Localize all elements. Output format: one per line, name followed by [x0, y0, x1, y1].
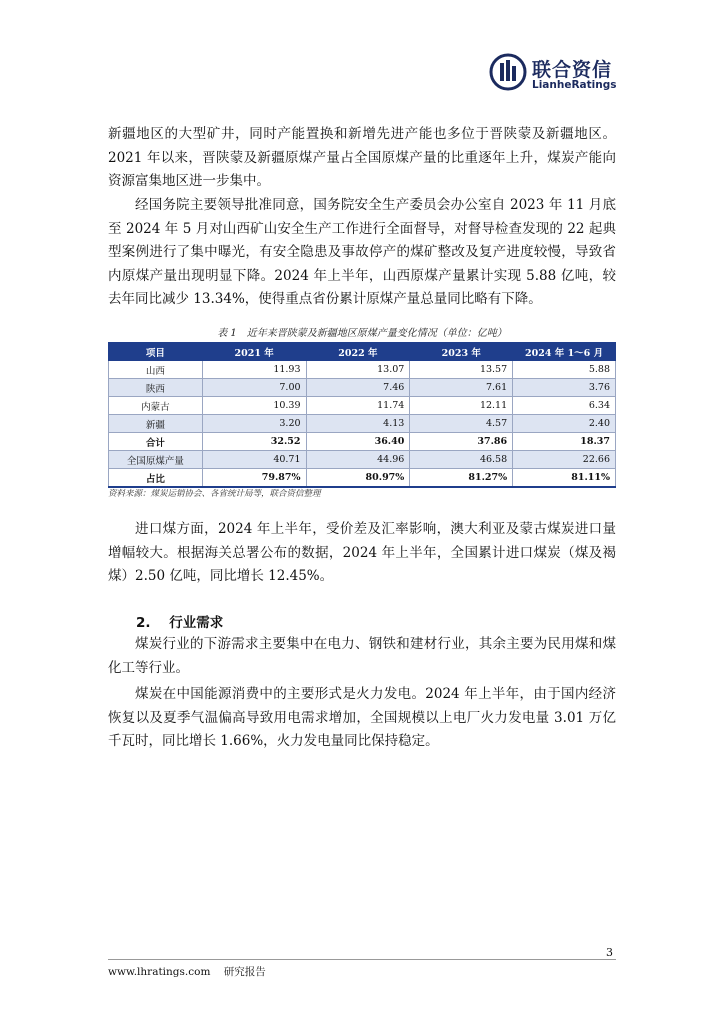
section-number: 2. — [136, 615, 151, 631]
lianhe-logo-icon — [489, 53, 527, 91]
row-label: 陕西 — [109, 379, 203, 397]
logo-name-en: LianheRatings — [532, 79, 617, 91]
table-row — [109, 379, 616, 397]
table-cell: 3.76 — [513, 379, 616, 397]
table-cell: 44.96 — [306, 451, 410, 469]
footer-website-link[interactable]: www.lhratings.com — [108, 966, 211, 978]
paragraph-text: 经国务院主要领导批准同意，国务院安全生产委员会办公室自 2023 年 11 月底至 2024 年 5 月对山西矿山安全生产工作进行全面督导，对督导检查发现的 22 起典型案例进行了集中曝光，有安全隐患及事故停产的煤矿整改及复产进度较慢，导致省内原煤产量出现明显下降。2024 年上半年，山西原煤产量累计实现 5.88 亿吨，较去年同比减少 13.34%，使得重点省份累计原煤产量总量同比略有下降。 — [108, 197, 616, 307]
paragraph-text: 煤炭在中国能源消费中的主要形式是火力发电。2024 年上半年，由于国内经济恢复以及夏季气温偏高导致用电需求增加，全国规模以上电厂火力发电量 3.01 万亿千瓦时，同比增长 1.66%，火力发电量同比保持稳定。 — [108, 686, 616, 749]
column-header: 项目 — [109, 343, 203, 361]
table-row-total — [109, 433, 616, 451]
row-label: 全国原煤产量 — [109, 451, 203, 469]
footer-label: 研究报告 — [223, 966, 266, 978]
row-label: 内蒙古 — [109, 397, 203, 415]
table-cell: 4.13 — [306, 415, 410, 433]
table-cell: 7.00 — [202, 379, 306, 397]
table-row-share — [109, 469, 616, 488]
page-number: 3 — [606, 946, 613, 959]
footer-divider — [108, 959, 616, 960]
table-cell: 81.27% — [410, 469, 513, 488]
table-cell: 10.39 — [202, 397, 306, 415]
paragraph-shanxi-inspection — [108, 194, 616, 312]
column-header: 2021 年 — [202, 343, 306, 361]
paragraph-downstream-demand — [108, 633, 616, 680]
column-header: 2022 年 — [306, 343, 410, 361]
page-footer — [108, 964, 276, 979]
table-cell: 80.97% — [306, 469, 410, 488]
table-cell: 37.86 — [410, 433, 513, 451]
table-cell: 32.52 — [202, 433, 306, 451]
table-cell: 81.11% — [513, 469, 616, 488]
coal-production-table — [108, 342, 616, 488]
section-title: 行业需求 — [169, 615, 224, 631]
paragraph-thermal-power — [108, 683, 616, 754]
table-cell: 36.40 — [306, 433, 410, 451]
table-cell: 40.71 — [202, 451, 306, 469]
table-cell: 4.57 — [410, 415, 513, 433]
row-label: 占比 — [109, 469, 203, 488]
section-heading — [136, 611, 223, 631]
table-caption: 表 1 近年来晋陕蒙及新疆地区原煤产量变化情况（单位：亿吨） — [217, 328, 507, 339]
table-cell: 3.20 — [202, 415, 306, 433]
column-header: 2023 年 — [410, 343, 513, 361]
table-cell: 7.46 — [306, 379, 410, 397]
table-cell: 13.57 — [410, 361, 513, 379]
table-cell: 18.37 — [513, 433, 616, 451]
table-cell: 12.11 — [410, 397, 513, 415]
table-source-note: 资料来源：煤炭运销协会、各省统计局等，联合资信整理 — [108, 489, 321, 499]
paragraph-capacity-concentration — [108, 123, 616, 194]
table-cell: 13.07 — [306, 361, 410, 379]
table-row — [109, 397, 616, 415]
column-header: 2024 年 1～6 月 — [513, 343, 616, 361]
table-cell: 79.87% — [202, 469, 306, 488]
paragraph-text: 煤炭行业的下游需求主要集中在电力、钢铁和建材行业，其余主要为民用煤和煤化工等行业。 — [108, 636, 616, 676]
table-cell: 11.93 — [202, 361, 306, 379]
table-row — [109, 451, 616, 469]
company-logo — [489, 53, 619, 95]
table-cell: 46.58 — [410, 451, 513, 469]
paragraph-text: 新疆地区的大型矿井，同时产能置换和新增先进产能也多位于晋陕蒙及新疆地区。2021 年以来，晋陕蒙及新疆原煤产量占全国原煤产量的比重逐年上升，煤炭产能向资源富集地区进一步集中。 — [108, 126, 616, 189]
paragraph-imports — [108, 518, 616, 589]
paragraph-text: 进口煤方面，2024 年上半年，受价差及汇率影响，澳大利亚及蒙古煤炭进口量增幅较大。根据海关总署公布的数据，2024 年上半年，全国累计进口煤炭（煤及褐煤）2.50 亿吨，同比增长 12.45%。 — [108, 521, 616, 584]
table-cell: 11.74 — [306, 397, 410, 415]
row-label: 合计 — [109, 433, 203, 451]
table-row — [109, 415, 616, 433]
row-label: 新疆 — [109, 415, 203, 433]
table-cell: 5.88 — [513, 361, 616, 379]
table-cell: 2.40 — [513, 415, 616, 433]
table-cell: 7.61 — [410, 379, 513, 397]
row-label: 山西 — [109, 361, 203, 379]
table-row — [109, 361, 616, 379]
table-cell: 22.66 — [513, 451, 616, 469]
table-header-row — [109, 343, 616, 361]
table-cell: 6.34 — [513, 397, 616, 415]
logo-name-cn: 联合资信 — [532, 59, 613, 81]
